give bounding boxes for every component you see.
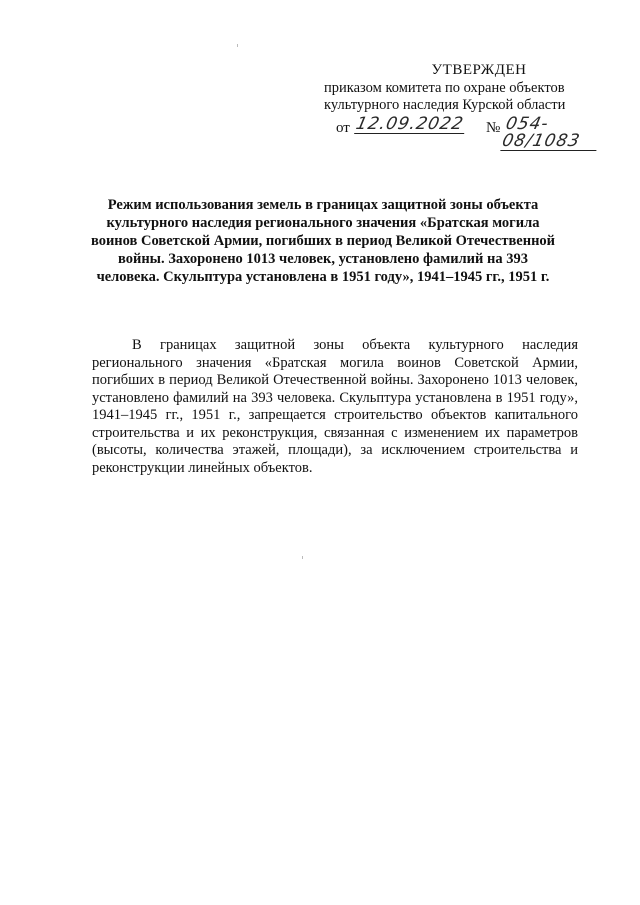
approval-line-1: приказом комитета по охране объектов — [324, 80, 565, 96]
approval-stamp — [320, 62, 600, 151]
approval-heading: УТВЕРЖДЕН — [431, 62, 527, 78]
approval-reference — [320, 114, 600, 151]
approval-line-2: культурного наследия Курской области — [324, 97, 566, 113]
handwritten-number: 054-08/1083 — [500, 116, 603, 151]
date-label: от — [336, 120, 350, 136]
handwritten-date: 12.09.2022 — [354, 116, 468, 134]
number-label: № — [486, 120, 501, 136]
document-title: Режим использования земель в границах защитной зоны объекта культурного наследия регионального значения «Братская могила воинов Советской Армии, погибших в период Великой Отечественной войны. Захоронено 1013 человек, установлено фамилий на 393 человека. Скульптура установлена в 1951 году», 1941–1945 гг., 1951 г. — [90, 197, 556, 285]
scan-speck — [302, 556, 303, 559]
scan-speck — [237, 44, 238, 47]
body-paragraph: В границах защитной зоны объекта культурного наследия регионального значения «Братская могила воинов Советской Армии, погибших в период Великой Отечественной войны. Захоронено 1013 человек, установлено фамилий на 393 человека. Скульптура установлена в 1951 году», 1941–1945 гг., 1951 г., запрещается строительство объектов капитального строительства и их реконструкция, связанная с изменением их параметров (высоты, количества этажей, площади), за исключением строительства и реконструкции линейных объектов. — [92, 337, 578, 476]
